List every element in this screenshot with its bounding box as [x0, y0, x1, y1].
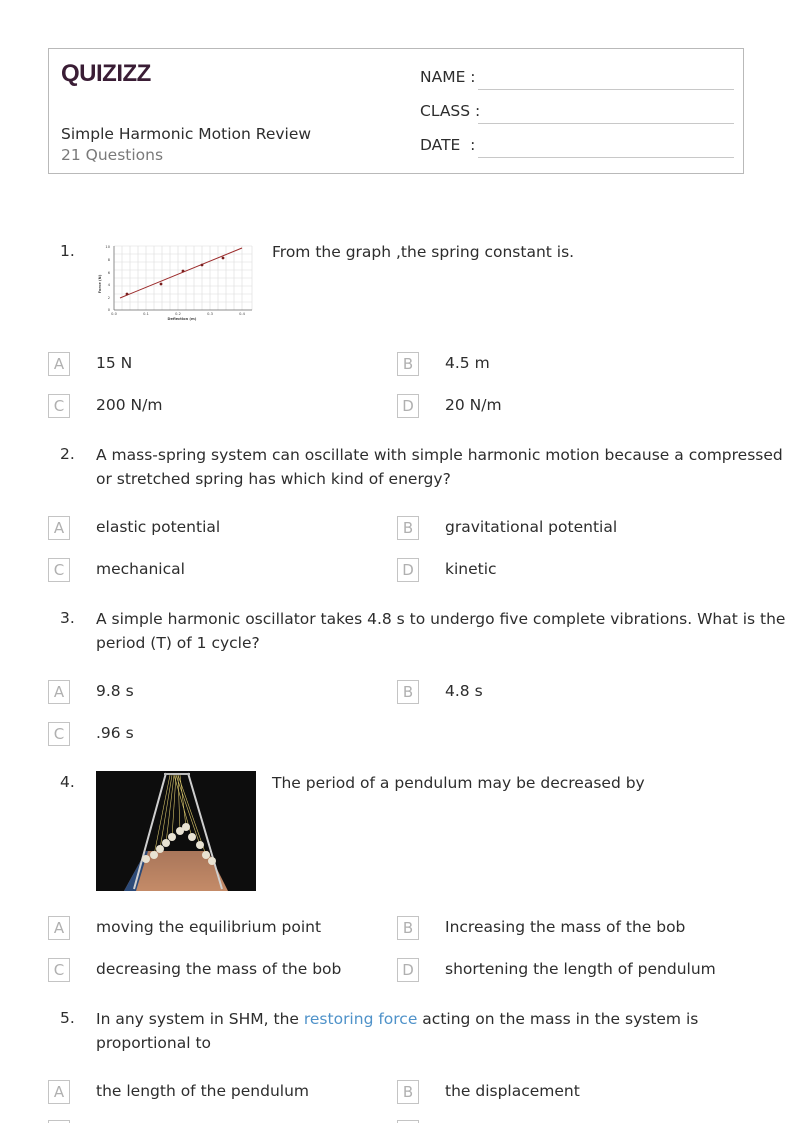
question-1-text: From the graph ,the spring constant is.	[272, 243, 575, 261]
x-tick-label: 0.1	[143, 312, 149, 316]
name-label: NAME :	[420, 68, 476, 86]
option-a-marker[interactable]: A	[48, 352, 70, 376]
x-tick-label: 0.0	[111, 312, 117, 316]
question-5-number: 5.	[60, 1009, 75, 1027]
date-label: DATE :	[420, 136, 476, 154]
question-4-text: The period of a pendulum may be decreased by	[272, 774, 645, 792]
class-line[interactable]	[478, 123, 734, 124]
name-field[interactable]	[420, 68, 734, 92]
option-c-marker[interactable]: C	[48, 722, 70, 746]
y-tick-label: 2	[107, 296, 110, 300]
y-tick-label: 6	[107, 271, 110, 275]
question-5-line-2: proportional to	[96, 1034, 212, 1052]
option-d-marker[interactable]: D	[397, 958, 419, 982]
option-a-marker[interactable]: A	[48, 1080, 70, 1104]
class-field[interactable]	[420, 102, 734, 126]
q2-option-a[interactable]: elastic potential	[96, 518, 221, 536]
question-5-text-start: In any system in SHM, the	[96, 1010, 304, 1028]
q2-option-d[interactable]: kinetic	[445, 560, 497, 578]
question-3-text	[96, 607, 785, 655]
question-3-number: 3.	[60, 609, 75, 627]
x-tick-label: 0.2	[175, 312, 181, 316]
date-field[interactable]	[420, 136, 734, 160]
y-tick-label: 10	[105, 245, 110, 249]
y-tick-label: 8	[107, 258, 110, 262]
question-5-text	[96, 1007, 698, 1055]
q3-option-a[interactable]: 9.8 s	[96, 682, 134, 700]
q5-option-b[interactable]: the displacement	[445, 1082, 580, 1100]
option-d-marker[interactable]: D	[397, 558, 419, 582]
x-tick-label: 0.3	[207, 312, 213, 316]
option-b-marker[interactable]: B	[397, 680, 419, 704]
option-b-marker[interactable]: B	[397, 916, 419, 940]
question-2-line-1: A mass-spring system can oscillate with simple harmonic motion because a compressed	[96, 446, 783, 464]
quizizz-logo	[61, 59, 151, 89]
q4-option-b[interactable]: Increasing the mass of the bob	[445, 918, 686, 936]
option-b-marker[interactable]: B	[397, 352, 419, 376]
question-3-line-2: period (T) of 1 cycle?	[96, 634, 260, 652]
q4-option-a[interactable]: moving the equilibrium point	[96, 918, 322, 936]
q3-option-b[interactable]: 4.8 s	[445, 682, 483, 700]
option-c-marker[interactable]: C	[48, 958, 70, 982]
y-axis-label: Force (N)	[98, 274, 102, 294]
question-5-text-end: acting on the mass in the system is	[417, 1010, 699, 1028]
option-a-marker[interactable]: A	[48, 516, 70, 540]
question-count: 21 Questions	[61, 146, 164, 164]
y-tick-label: 4	[107, 283, 110, 287]
q4-option-d[interactable]: shortening the length of pendulum	[445, 960, 716, 978]
y-tick-label: 0	[107, 308, 110, 312]
question-2-line-2: or stretched spring has which kind of energy?	[96, 470, 451, 488]
q3-option-c[interactable]: .96 s	[96, 724, 134, 742]
q1-option-a[interactable]: 15 N	[96, 354, 133, 372]
option-b-marker[interactable]: B	[397, 516, 419, 540]
quiz-title: Simple Harmonic Motion Review	[61, 125, 312, 143]
q2-option-b[interactable]: gravitational potential	[445, 518, 618, 536]
option-c-marker[interactable]: C	[48, 558, 70, 582]
x-tick-label: 0.4	[239, 312, 245, 316]
q1-option-c[interactable]: 200 N/m	[96, 396, 163, 414]
q1-option-d[interactable]: 20 N/m	[445, 396, 502, 414]
question-3-line-1: A simple harmonic oscillator takes 4.8 s to undergo five complete vibrations. What is the	[96, 610, 786, 628]
date-line[interactable]	[478, 157, 734, 158]
option-d-marker[interactable]: D	[397, 394, 419, 418]
svg-text:QUIZIZZ: QUIZIZZ	[61, 60, 151, 87]
option-b-marker[interactable]: B	[397, 1080, 419, 1104]
force-deflection-graph-image	[96, 240, 258, 324]
q4-option-c[interactable]: decreasing the mass of the bob	[96, 960, 342, 978]
restoring-force-link[interactable]: restoring force	[303, 1010, 418, 1028]
option-a-marker[interactable]: A	[48, 680, 70, 704]
pendulum-wave-photo	[96, 771, 256, 891]
class-label: CLASS :	[420, 102, 481, 120]
x-axis-label: Deflection (m)	[167, 317, 197, 321]
option-c-marker[interactable]: C	[48, 394, 70, 418]
worksheet-header	[48, 48, 744, 174]
question-2-number: 2.	[60, 445, 75, 463]
q1-option-b[interactable]: 4.5 m	[445, 354, 490, 372]
q5-option-a[interactable]: the length of the pendulum	[96, 1082, 310, 1100]
q2-option-c[interactable]: mechanical	[96, 560, 185, 578]
question-2-text	[96, 443, 783, 491]
question-1-number: 1.	[60, 242, 75, 260]
option-a-marker[interactable]: A	[48, 916, 70, 940]
name-line[interactable]	[478, 89, 734, 90]
question-4-number: 4.	[60, 773, 75, 791]
